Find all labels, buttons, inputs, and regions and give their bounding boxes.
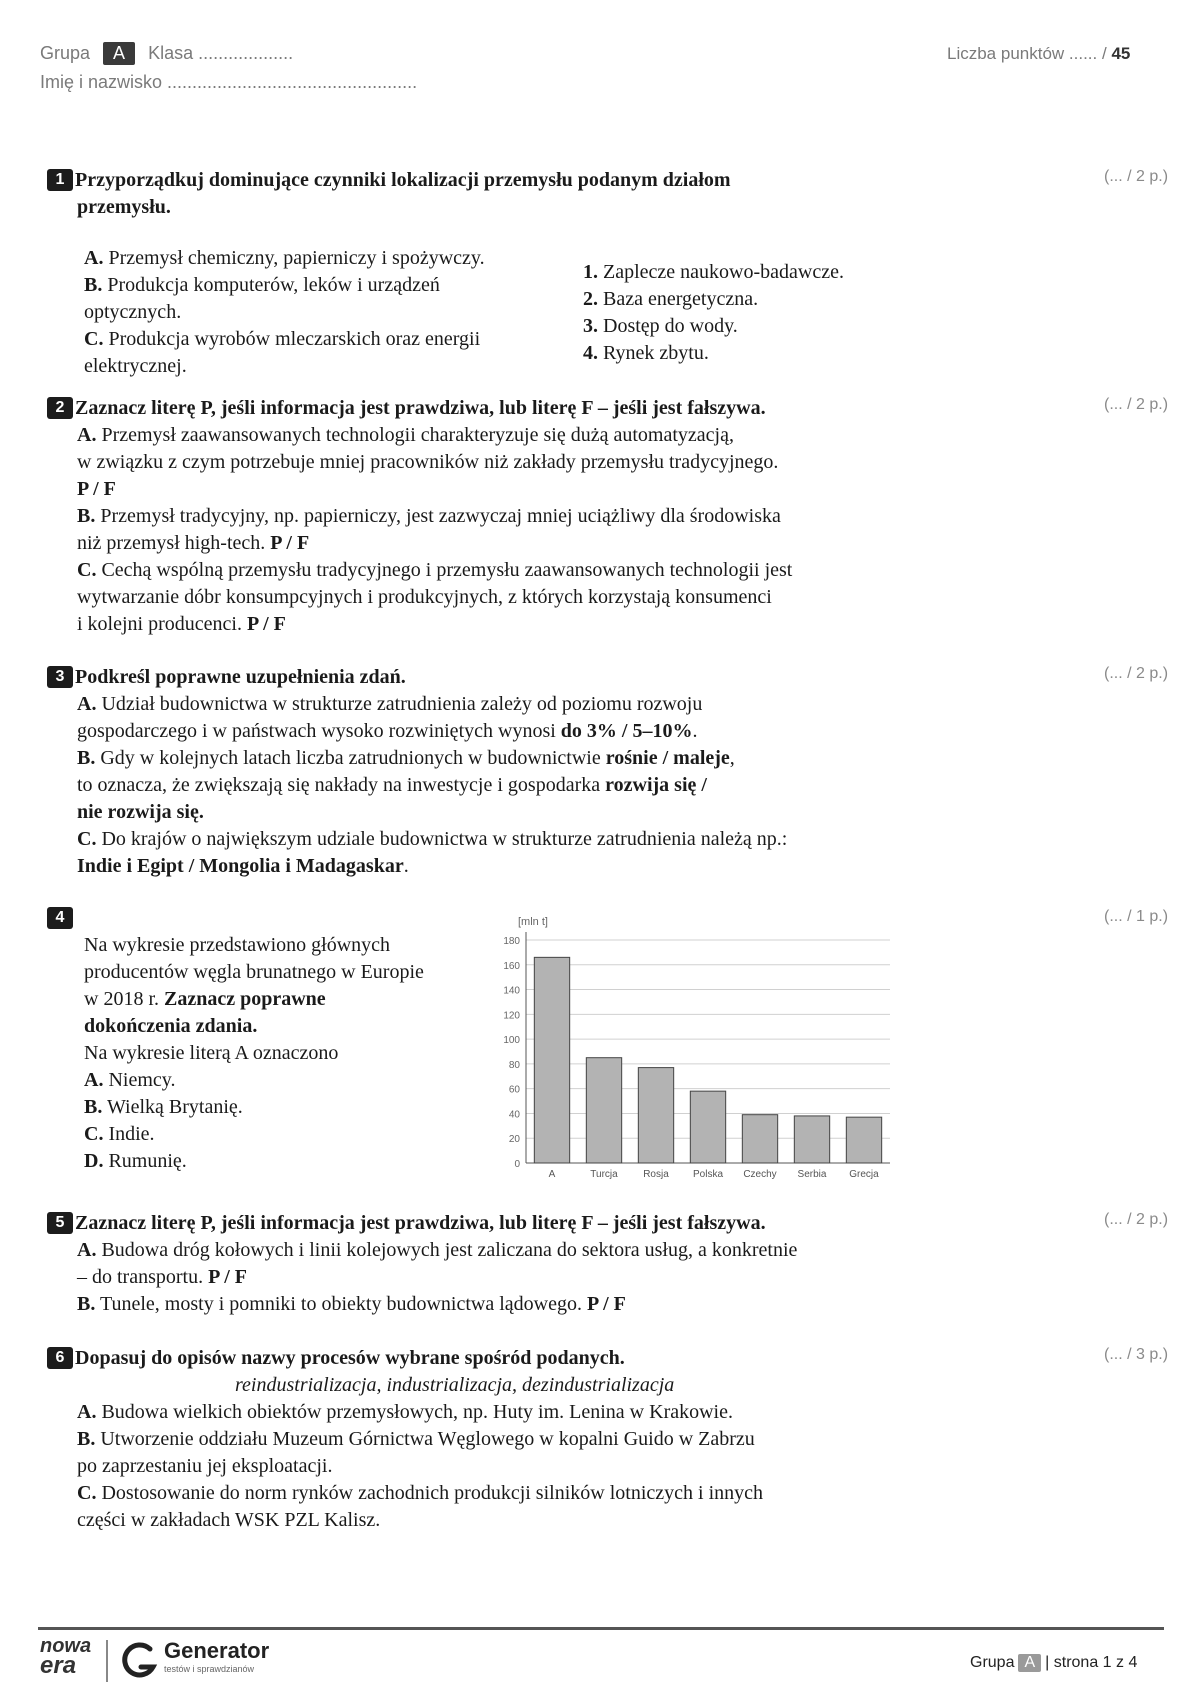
answer-option[interactable]: B. Wielką Brytanię.: [84, 1096, 243, 1118]
page-indicator: Grupa A | strona 1 z 4: [970, 1654, 1138, 1671]
x-tick-label: Czechy: [743, 1169, 777, 1180]
y-tick-label: 60: [508, 1084, 520, 1096]
bar: [846, 1117, 881, 1163]
points-field: (... / 2 p.): [1104, 1211, 1169, 1228]
list-item: Produkcja komputerów, leków i urządzeń: [107, 274, 440, 296]
option-choice[interactable]: rozwija się /: [605, 774, 707, 796]
question-number: 6: [47, 1347, 73, 1369]
bar: [638, 1068, 673, 1163]
question-5: 5 Zaznacz literę P, jeśli informacja jest prawdziwa, lub literę F – jeśli jest fałszywa. A. Budowa dróg kołowych i linii kolejowych jest zaliczana do sektora usług, a konkretnie – do transportu. P / F B. Tunele, mosty i pomniki to obiekty budownictwa lądowego. P / F: [47, 1210, 967, 1318]
points-total: 45: [1111, 44, 1131, 63]
bar: [586, 1058, 621, 1163]
footer-separator: [106, 1640, 108, 1682]
question-title: Dopasuj do opisów nazwy procesów wybrane spośród podanych.: [75, 1347, 625, 1369]
bar: [794, 1116, 829, 1163]
answer-option[interactable]: C. Indie.: [84, 1123, 155, 1145]
question-number: 4: [47, 907, 73, 929]
question-4-number: [47, 907, 75, 929]
name-field: Imię i nazwisko ..................................................: [40, 72, 418, 92]
bar: [742, 1115, 777, 1163]
points-field: (... / 2 p.): [1104, 665, 1169, 682]
points-field: (... / 2 p.): [1104, 168, 1169, 185]
option-choice[interactable]: Indie i Egipt / Mongolia i Madagaskar: [77, 855, 404, 877]
x-tick-label: Rosja: [643, 1169, 669, 1180]
y-tick-label: 160: [503, 960, 520, 972]
points-field: (... / 3 p.): [1104, 1346, 1169, 1363]
points-field: (... / 2 p.): [1104, 396, 1169, 413]
nowa-era-logo: nowa era: [40, 1635, 92, 1679]
true-false-option[interactable]: P / F: [208, 1266, 247, 1288]
generator-g-icon: [120, 1640, 160, 1682]
x-tick-label: Polska: [692, 1169, 724, 1180]
x-tick-label: Turcja: [590, 1169, 618, 1180]
group-badge: A: [1018, 1654, 1041, 1672]
question-1: [47, 167, 867, 221]
option-choice[interactable]: nie rozwija się.: [77, 801, 204, 823]
answer-option[interactable]: A. Niemcy.: [84, 1069, 176, 1091]
y-tick-label: 20: [508, 1134, 520, 1146]
y-tick-label: 80: [508, 1059, 520, 1071]
question-6: 6 Dopasuj do opisów nazwy procesów wybrane spośród podanych. reindustrializacja, industrializacja, dezindustrializacja A. Budowa wielkich obiektów przemysłowych, np. Huty im. Lenina w Krakowie. B. Utworzenie oddziału Muzeum Górnictwa Węglowego w kopalni Guido w Zabrzu po zaprzestaniu jej eksploatacji. C. Dostosowanie do norm rynków zachodnich produkcji silników lotniczych i innych części w zakładach WSK PZL Kalisz.: [47, 1345, 947, 1534]
true-false-option[interactable]: P / F: [587, 1293, 626, 1315]
bar: [534, 957, 569, 1163]
question-title-cont: przemysłu.: [77, 196, 171, 218]
header-row: [40, 42, 293, 65]
score-summary: [947, 44, 1130, 64]
true-false-option[interactable]: P / F: [246, 613, 286, 635]
y-tick-label: 120: [503, 1010, 520, 1022]
question-title: Podkreśl poprawne uzupełnienia zdań.: [75, 666, 406, 688]
option-choice[interactable]: do 3% / 5–10%: [560, 720, 693, 742]
true-false-option[interactable]: P / F: [270, 532, 310, 554]
list-item: Przemysł chemiczny, papierniczy i spożywczy.: [108, 247, 485, 269]
question-title: Zaznacz literę P, jeśli informacja jest prawdziwa, lub literę F – jeśli jest fałszywa.: [75, 397, 766, 419]
y-tick-label: 100: [503, 1035, 520, 1047]
term-bank: reindustrializacja, industrializacja, dezindustrializacja: [235, 1374, 675, 1396]
group-label: Grupa: [40, 43, 91, 63]
y-tick-label: 0: [514, 1159, 520, 1170]
points-field: (... / 1 p.): [1104, 908, 1169, 925]
y-tick-label: 180: [503, 936, 520, 947]
class-field: Klasa ...................: [148, 43, 294, 63]
x-tick-label: Grecja: [849, 1169, 879, 1180]
q1-left-list: A. Przemysł chemiczny, papierniczy i spożywczy. B. Produkcja komputerów, leków i urządzeń optycznych. C. Produkcja wyrobów mleczarskich oraz energii elektrycznej.: [84, 247, 485, 377]
points-label: Liczba punktów ...... /: [947, 44, 1107, 63]
group-badge: A: [103, 42, 135, 65]
question-number: 5: [47, 1212, 73, 1234]
answer-option[interactable]: D. Rumunię.: [84, 1150, 187, 1172]
list-item: Zaplecze naukowo-badawcze.: [603, 261, 844, 283]
list-item: Produkcja wyrobów mleczarskich oraz energii: [108, 328, 481, 350]
true-false-option[interactable]: P / F: [77, 478, 116, 500]
generator-logo: Generator testów i sprawdzianów: [164, 1638, 270, 1674]
question-number: 2: [47, 397, 73, 419]
x-tick-label: Serbia: [797, 1169, 827, 1180]
q1-right-list: 1. Zaplecze naukowo-badawcze. 2. Baza energetyczna. 3. Dostęp do wody. 4. Rynek zbytu.: [583, 261, 844, 364]
list-item: Rynek zbytu.: [603, 342, 709, 364]
y-axis-label: [mln t]: [518, 916, 548, 928]
footer-divider: [38, 1627, 1164, 1630]
lignite-bar-chart: [478, 905, 908, 1185]
question-title: Zaznacz literę P, jeśli informacja jest prawdziwa, lub literę F – jeśli jest fałszywa.: [75, 1212, 766, 1234]
y-tick-label: 40: [508, 1109, 520, 1121]
question-4: Na wykresie przedstawiono głównych producentów węgla brunatnego w Europie w 2018 r. Zaznacz poprawne dokończenia zdania. Na wykresie literą A oznaczono A. Niemcy. B. Wielką Brytanię. C. Indie. D. Rumunię.: [84, 932, 484, 1175]
option-choice[interactable]: rośnie / maleje: [605, 747, 730, 769]
bar: [690, 1091, 725, 1163]
y-tick-label: 140: [503, 985, 520, 997]
question-2: 2 Zaznacz literę P, jeśli informacja jest prawdziwa, lub literę F – jeśli jest fałszywa. A. Przemysł zaawansowanych technologii charakteryzuje się dużą automatyzacją, w związku z czym potrzebuje mniej pracowników niż zakłady przemysłu tradycyjnego. P / F B. Przemysł tradycyjny, np. papierniczy, jest zazwyczaj mniej uciążliwy dla środowiska niż przemysł high-tech. P / F C. Cechą wspólną przemysłu tradycyjnego i przemysłu zaawansowanych technologii jest wytwarzanie dóbr konsumpcyjnych i produkcyjnych, z których korzystają konsumenci i kolejni producenci. P / F: [47, 395, 927, 638]
list-item: Dostęp do wody.: [603, 315, 738, 337]
question-3: 3 Podkreśl poprawne uzupełnienia zdań. A. Udział budownictwa w strukturze zatrudnienia zależy od poziomu rozwoju gospodarczego i w państwach wysoko rozwiniętych wynosi do 3% / 5–10%. B. Gdy w kolejnych latach liczba zatrudnionych w budownictwie rośnie / maleje, to oznacza, że zwiększają się nakłady na inwestycje i gospodarka rozwija się / nie rozwija się. C. Do krajów o największym udziale budownictwa w strukturze zatrudnienia należą np.: Indie i Egipt / Mongolia i Madagaskar.: [47, 664, 927, 880]
question-number: 1: [47, 169, 73, 191]
x-tick-label: A: [548, 1169, 556, 1180]
question-number: 3: [47, 666, 73, 688]
question-title: Przyporządkuj dominujące czynniki lokalizacji przemysłu podanym działom: [75, 169, 731, 191]
list-item: Baza energetyczna.: [603, 288, 759, 310]
